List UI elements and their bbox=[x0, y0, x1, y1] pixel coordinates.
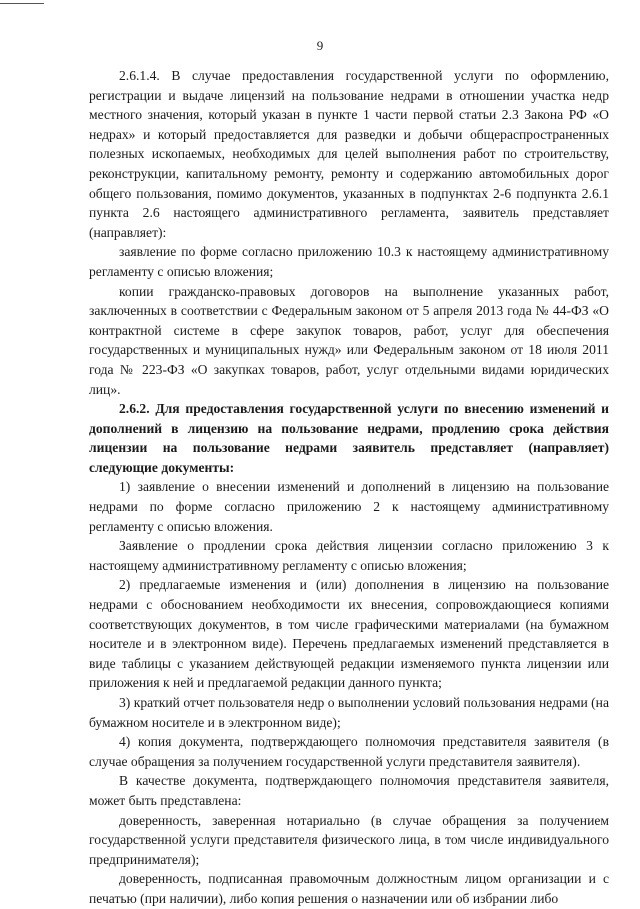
paragraph-organization-power-of-attorney: доверенность, подписанная правомочным должностным лицом организации и с печатью (при наличии), либо копия решения о назначении или об избрании либо bbox=[89, 871, 609, 906]
paragraph-item-4: 4) копия документа, подтверждающего полномочия представителя заявителя (в случае обращения за получением государственной услуги представителя заявителя). bbox=[89, 734, 609, 769]
paragraph-extension-application: Заявление о продлении срока действия лицензии согласно приложению 3 к настоящему административному регламенту с описью вложения; bbox=[89, 538, 609, 573]
paragraph-application-form-10-3: заявление по форме согласно приложению 10.3 к настоящему административному регламенту с описью вложения; bbox=[89, 244, 609, 279]
paragraph-item-1: 1) заявление о внесении изменений и дополнений в лицензию на пользование недрами по форме согласно приложению 2 к настоящему административному регламенту с описью вложения. bbox=[89, 479, 609, 534]
document-body bbox=[89, 66, 609, 909]
scan-corner-line bbox=[0, 3, 44, 4]
paragraph-contract-copies: копии гражданско-правовых договоров на выполнение указанных работ, заключенных в соответствии с Федеральным законом от 5 апреля 2013 года № 44-ФЗ «О контрактной системе в сфере закупок товаров, работ, услуг для обеспечения государственных и муниципальных нужд» или Федеральным законом от 18 июля 2011 года № 223-ФЗ «О закупках товаров, работ, услуг отдельными видами юридических лиц». bbox=[89, 283, 609, 397]
paragraph-2-6-1-4: 2.6.1.4. В случае предоставления государственной услуги по оформлению, регистрации и выдаче лицензий на пользование недрами в отношении участка недр местного значения, который указан в пункте 1 части первой статьи 2.3 Закона РФ «О недрах» и который предоставляется для разведки и добычи общераспространенных полезных ископаемых, необходимых для целей выполнения работ по строительству, реконструкции, капитальному ремонту, ремонту и содержанию автомобильных дорог общего пользования, помимо документов, указанных в подпунктах 2-6 подпункта 2.6.1 пункта 2.6 настоящего административного регламента, заявитель представляет (направляет): bbox=[89, 68, 609, 240]
paragraph-representative-document: В качестве документа, подтверждающего полномочия представителя заявителя, может быть представлена: bbox=[89, 773, 609, 808]
page-number: 9 bbox=[316, 38, 324, 53]
paragraph-item-2: 2) предлагаемые изменения и (или) дополнения в лицензию на пользование недрами с обоснованием необходимости их внесения, сопровождающиеся копиями соответствующих документов, в том числе графическими материалами (на бумажном носителе и в электронном виде). Перечень предлагаемых изменений представляется в виде таблицы с указанием действующей редакции изменяемого пункта лицензии или приложения к ней и предлагаемой редакции данного пункта; bbox=[89, 577, 609, 691]
paragraph-notarized-power-of-attorney: доверенность, заверенная нотариально (в случае обращения за получением государственной услуги представителя физического лица, в том числе индивидуального предпринимателя); bbox=[89, 812, 609, 867]
paragraph-2-6-2-heading: 2.6.2. Для предоставления государственной услуги по внесению изменений и дополнений в лицензию на пользование недрами, продлению срока действия лицензии на пользование недрами заявитель представляет (направляет) следующие документы: bbox=[89, 401, 609, 475]
paragraph-item-3: 3) краткий отчет пользователя недр о выполнении условий пользования недрами (на бумажном носителе и в электронном виде); bbox=[89, 695, 609, 730]
